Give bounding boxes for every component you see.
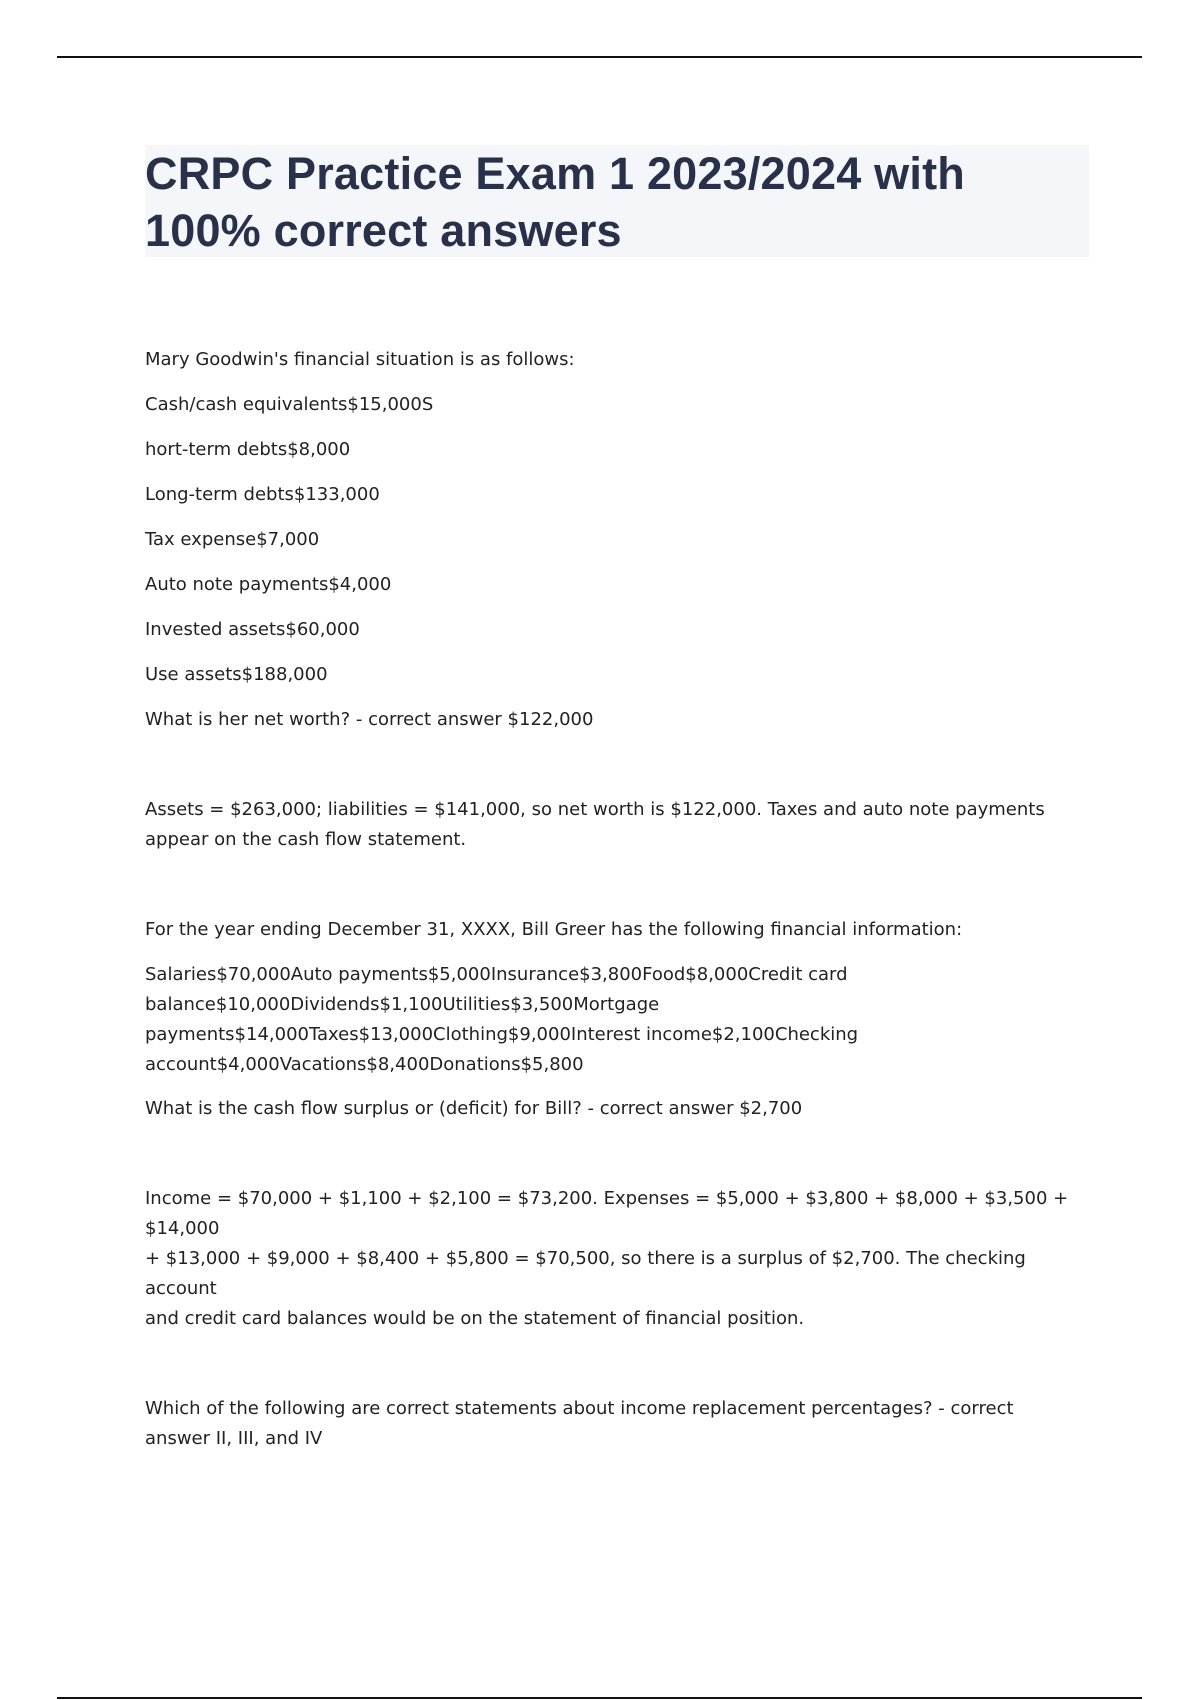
q2-intro: For the year ending December 31, XXXX, Bill Greer has the following financial information: [145, 919, 963, 940]
spacer [145, 1124, 1095, 1184]
title-line-1: CRPC Practice Exam 1 2023/2024 with [145, 148, 965, 199]
q2-explanation [145, 1184, 1095, 1334]
q3-question [145, 1394, 1095, 1454]
q2-data-line: balance$10,000Dividends$1,100Utilities$3,500Mortgage [145, 994, 660, 1015]
q2-data-line: payments$14,000Taxes$13,000Clothing$9,000Interest income$2,100Checking [145, 1024, 859, 1045]
document-body [145, 345, 1095, 1454]
bottom-rule [57, 1697, 1142, 1699]
q1-item: hort-term debts$8,000 [145, 439, 351, 460]
q1-item: Tax expense$7,000 [145, 529, 320, 550]
q2-question: What is the cash flow surplus or (deficit) for Bill? - correct answer $2,700 [145, 1098, 803, 1119]
title-line-2: 100% correct answers [145, 205, 622, 256]
spacer [145, 1080, 1095, 1094]
q2-data-line: account$4,000Vacations$8,400Donations$5,800 [145, 1054, 584, 1075]
q1-item: Cash/cash equivalents$15,000S [145, 394, 434, 415]
q1-explanation-line: appear on the cash flow statement. [145, 829, 467, 850]
q3-question-line: answer II, III, and IV [145, 1428, 323, 1449]
q1-explanation [145, 795, 1095, 855]
q1-question: What is her net worth? - correct answer $122,000 [145, 709, 594, 730]
spacer [145, 1334, 1095, 1394]
q1-item: Invested assets$60,000 [145, 619, 360, 640]
spacer [145, 735, 1095, 795]
q2-explanation-line: Income = $70,000 + $1,100 + $2,100 = $73,200. Expenses = $5,000 + $3,800 + $8,000 + $3,500 + $14,000 [145, 1188, 1069, 1239]
q3-question-line: Which of the following are correct statements about income replacement percentages? - correct [145, 1398, 1014, 1419]
q2-data-line: Salaries$70,000Auto payments$5,000Insurance$3,800Food$8,000Credit card [145, 964, 848, 985]
q2-explanation-line: and credit card balances would be on the statement of financial position. [145, 1308, 805, 1329]
top-rule [57, 56, 1142, 58]
q1-item: Auto note payments$4,000 [145, 574, 392, 595]
q1-explanation-line: Assets = $263,000; liabilities = $141,000, so net worth is $122,000. Taxes and auto note payments [145, 799, 1045, 820]
document-title [145, 145, 1089, 259]
q1-intro: Mary Goodwin's financial situation is as follows: [145, 349, 575, 370]
spacer [145, 855, 1095, 915]
q1-item: Use assets$188,000 [145, 664, 328, 685]
q2-data [145, 960, 1095, 1080]
title-banner [145, 145, 1089, 257]
q1-item: Long-term debts$133,000 [145, 484, 380, 505]
q2-explanation-line: + $13,000 + $9,000 + $8,400 + $5,800 = $70,500, so there is a surplus of $2,700. The checking account [145, 1248, 1026, 1299]
